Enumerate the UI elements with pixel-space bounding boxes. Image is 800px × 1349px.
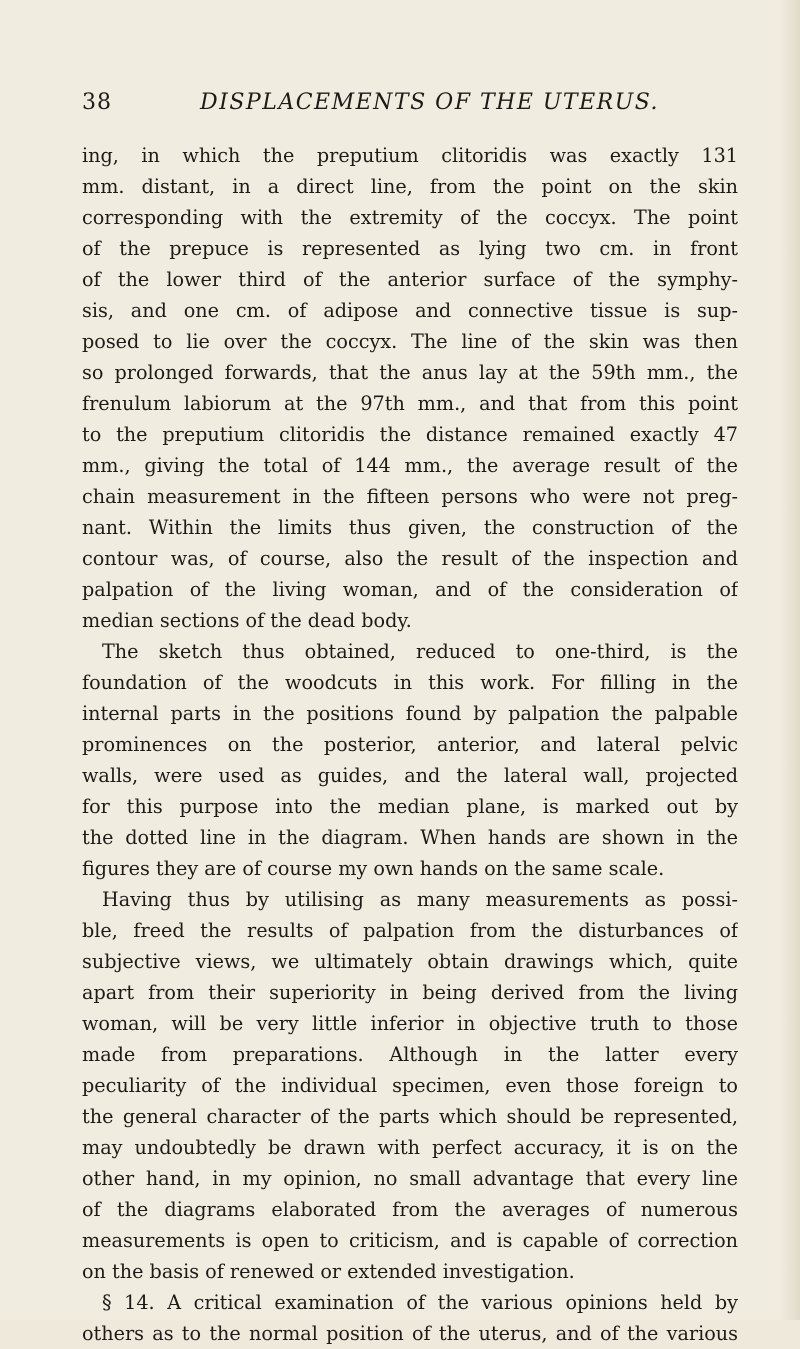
text-line: Having thus by utilising as many measurements as possi- (102, 888, 738, 911)
text-line: made from preparations. Although in the latter every (82, 1043, 738, 1066)
text-line: prominences on the posterior, anterior, and lateral pelvic (82, 733, 738, 756)
text-line: sis, and one cm. of adipose and connective tissue is sup- (82, 299, 738, 322)
text-line: frenulum labiorum at the 97th mm., and that from this point (82, 392, 738, 415)
text-line: of the lower third of the anterior surface of the symphy- (82, 268, 738, 291)
running-title: DISPLACEMENTS OF THE UTERUS. (200, 90, 660, 115)
text-line: others as to the normal position of the uterus, and of the various (82, 1322, 738, 1345)
text-line: other hand, in my opinion, no small advantage that every line (82, 1167, 738, 1190)
text-line: contour was, of course, also the result of the inspection and (82, 547, 738, 570)
text-line: palpation of the living woman, and of the consideration of (82, 578, 738, 601)
text-line: corresponding with the extremity of the coccyx. The point (82, 206, 738, 229)
text-line: the general character of the parts which should be represented, (82, 1105, 738, 1128)
text-line: measurements is open to criticism, and is capable of correction (82, 1229, 738, 1252)
text-line: apart from their superiority in being derived from the living (82, 981, 738, 1004)
text-line: internal parts in the positions found by palpation the palpable (82, 702, 738, 725)
page-edge-shadow (780, 0, 800, 1320)
text-line: § 14. A critical examination of the various opinions held by (102, 1291, 738, 1314)
text-line: mm. distant, in a direct line, from the point on the skin (82, 175, 738, 198)
text-line: may undoubtedly be drawn with perfect accuracy, it is on the (82, 1136, 738, 1159)
text-line: ing, in which the preputium clitoridis was exactly 131 (82, 144, 738, 167)
text-line: chain measurement in the fifteen persons who were not preg- (82, 485, 738, 508)
running-head (82, 90, 738, 120)
text-line: foundation of the woodcuts in this work. For filling in the (82, 671, 738, 694)
text-line: ble, freed the results of palpation from the disturbances of (82, 919, 738, 942)
text-line: for this purpose into the median plane, is marked out by (82, 795, 738, 818)
page-number: 38 (82, 90, 112, 115)
text-line: figures they are of course my own hands on the same scale. (82, 857, 665, 880)
text-line: The sketch thus obtained, reduced to one-third, is the (102, 640, 738, 663)
text-line: of the prepuce is represented as lying two cm. in front (82, 237, 738, 260)
text-line: median sections of the dead body. (82, 609, 412, 632)
text-line: peculiarity of the individual specimen, even those foreign to (82, 1074, 738, 1097)
text-line: the dotted line in the diagram. When hands are shown in the (82, 826, 738, 849)
text-line: mm., giving the total of 144 mm., the average result of the (82, 454, 738, 477)
text-line: subjective views, we ultimately obtain drawings which, quite (82, 950, 738, 973)
text-line: on the basis of renewed or extended investigation. (82, 1260, 575, 1283)
text-line: to the preputium clitoridis the distance remained exactly 47 (82, 423, 738, 446)
body-text (82, 140, 738, 1349)
text-line: walls, were used as guides, and the lateral wall, projected (82, 764, 738, 787)
text-line: so prolonged forwards, that the anus lay at the 59th mm., the (82, 361, 738, 384)
text-line: woman, will be very little inferior in objective truth to those (82, 1012, 738, 1035)
text-line: posed to lie over the coccyx. The line of the skin was then (82, 330, 738, 353)
text-line: nant. Within the limits thus given, the construction of the (82, 516, 738, 539)
text-line: of the diagrams elaborated from the averages of numerous (82, 1198, 738, 1221)
